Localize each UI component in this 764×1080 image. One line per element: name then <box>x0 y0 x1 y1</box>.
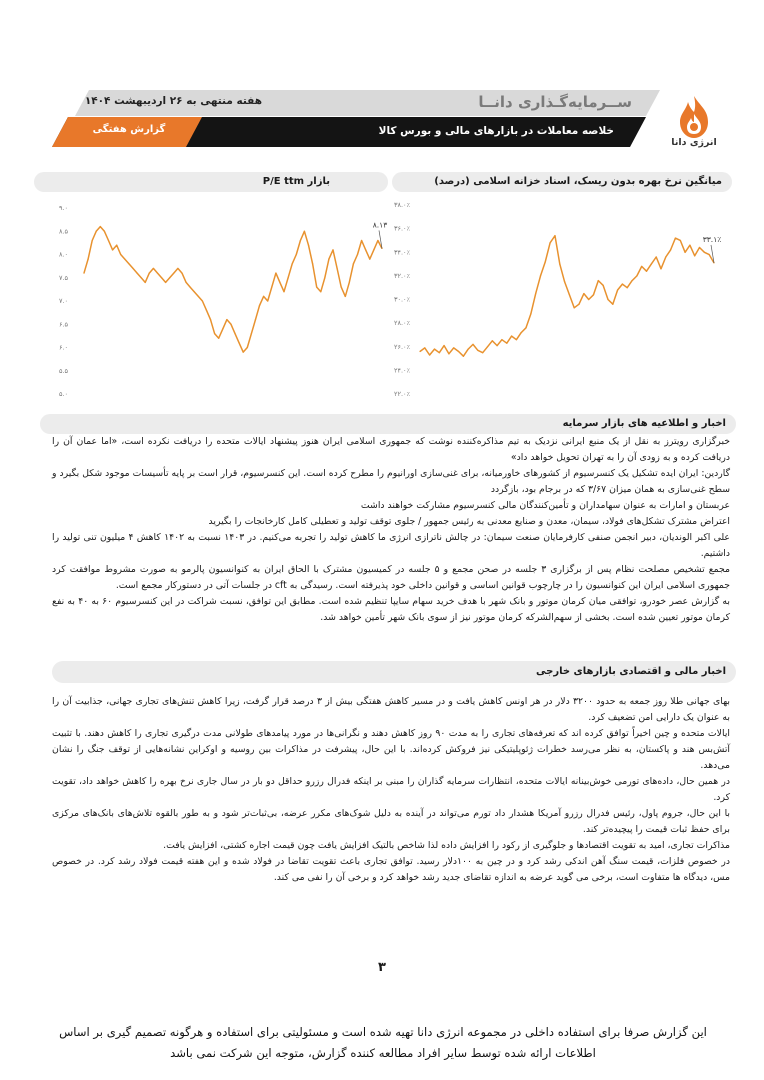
data-point <box>149 273 150 274</box>
y-tick-label: ۸.۵ <box>58 227 68 236</box>
news-paragraph: علی اکبر الوندیان، دبیر انجمن صنفی کارفرمایان صنعت سیمان: در چالش ناترازی انرژی ما کاهش تولید را تجربه می‌کنیم. در ۱۴۰۳ نسبت به ۱۴۰۲ کاهش ۴ میلیون تنی تولید را داشتیم. <box>52 532 730 559</box>
data-point <box>161 277 162 278</box>
y-tick-label: ۸.۰ <box>58 250 68 259</box>
data-point <box>255 319 256 320</box>
data-point <box>157 273 158 274</box>
data-point <box>345 296 346 297</box>
data-point <box>230 324 231 325</box>
series-line <box>84 227 382 353</box>
data-point <box>424 347 425 348</box>
data-point <box>361 240 362 241</box>
y-tick-label: ۳۸.۰٪ <box>394 201 411 209</box>
data-point <box>612 304 613 305</box>
data-point <box>477 350 478 351</box>
data-point <box>206 310 207 311</box>
pe-chart-title: P/E ttm بازار <box>262 176 330 187</box>
data-point <box>336 268 337 269</box>
data-point <box>699 247 700 248</box>
data-point <box>328 259 329 260</box>
data-point <box>190 286 191 287</box>
data-point <box>218 338 219 339</box>
data-point <box>288 277 289 278</box>
data-point <box>283 291 284 292</box>
data-point <box>694 255 695 256</box>
y-tick-label: ۳۰.۰٪ <box>394 295 411 304</box>
news-paragraph: در خصوص فلزات، قیمت سنگ آهن اندکی رشد کرد و در چین به ۱۰۰دلار رسید. توافق تجاری باعث تقویت تقاضا در فولاد شده و این هفته قیمت فولاد رشد کرد. در خصوص مس، دیدگاه ها متفاوت است، برخی می گوید عرضه به اندازه تقاضای جدید رشد خواهد کرد و برخی آن را نفی می کند. <box>52 856 730 883</box>
data-point <box>525 327 526 328</box>
data-point <box>530 313 531 314</box>
data-point <box>377 240 378 241</box>
data-point <box>341 286 342 287</box>
week-label: هفته منتهی به ۲۶ اردیبهشت ۱۴۰۴ <box>84 95 262 107</box>
y-tick-label: ۵.۰ <box>58 390 68 398</box>
weekly-report-label: گزارش هفتگی <box>92 124 166 135</box>
data-point <box>689 245 690 246</box>
y-tick-label: ۲۸.۰٪ <box>394 319 411 328</box>
disclaimer: این گزارش صرفا برای استفاده داخلی در مجموعه انرژی دانا تهیه شده است و مسئولیتی برای استفاده و هرگونه تصمیم گیری بر اساس اطلاعات ارائه شده توسط سایر افراد مطالعه کننده گزارش، متوجه این شرکت نمی باشد <box>59 1025 707 1060</box>
data-point <box>320 291 321 292</box>
data-point <box>332 249 333 250</box>
data-point <box>545 261 546 262</box>
data-point <box>141 277 142 278</box>
data-point <box>588 299 589 300</box>
data-point <box>429 354 430 355</box>
data-point <box>443 345 444 346</box>
data-point <box>267 300 268 301</box>
news-paragraph: مجمع تشخیص مصلحت نظام پس از برگزاری ۳ جلسه در صحن مجمع و ۵ جلسه در کمیسیون مشترک با الحاق ایران به کنوانسیون پالرمو به صورت مشروط موافقت کرد جمهوری اسلامی ایران این کنوانسیون را در چارچوب قوانین اساسی و قوانین داخلی خود پذیرفته است. رسیدگی به cft در جلسات آتی در دستورکار مجمع است. <box>52 564 730 591</box>
data-point <box>185 282 186 283</box>
data-point <box>308 245 309 246</box>
y-tick-label: ۷.۵ <box>58 273 68 282</box>
data-point <box>198 296 199 297</box>
data-point <box>670 249 671 250</box>
data-point <box>665 256 666 257</box>
y-tick-label: ۶.۵ <box>58 320 68 329</box>
data-point <box>598 280 599 281</box>
data-point <box>243 352 244 353</box>
data-point <box>251 333 252 334</box>
data-point <box>104 231 105 232</box>
data-point <box>646 271 647 272</box>
logo-text: انرژی دانا <box>671 137 717 148</box>
data-point <box>511 336 512 337</box>
data-point <box>108 240 109 241</box>
data-point <box>153 268 154 269</box>
data-point <box>83 273 84 274</box>
data-point <box>312 263 313 264</box>
series-line <box>420 236 714 357</box>
data-point <box>128 263 129 264</box>
data-point <box>116 245 117 246</box>
last-value-label: ۸.۱۳ <box>372 220 388 230</box>
data-point <box>472 344 473 345</box>
data-point <box>279 282 280 283</box>
brand-title: ســرمایه‌گـذاری دانــا <box>478 93 632 111</box>
data-point <box>234 333 235 334</box>
y-tick-label: ۲۲.۰٪ <box>394 390 411 398</box>
data-point <box>636 275 637 276</box>
data-point <box>501 339 502 340</box>
data-point <box>607 299 608 300</box>
news-paragraph: ایالات متحده و چین اخیراً توافق کرده اند که تعرفه‌های تجاری را به مدت ۹۰ روز کاهش دهند و نگرانی‌ها در مورد پیامدهای طولانی مدت درگیری تجاری را کاهش دهند. با تثبیت آتش‌بس هند و پاکستان، به نظر می‌رسد خطرات ژئوپلیتیکی نیز فروکش کرده‌اند. با این حال، پیشرفت در مذاکرات بین روسیه و اوکراین نشانه‌هایی از توقف جنگ را نشان می‌دهد. <box>52 728 730 771</box>
data-point <box>222 328 223 329</box>
last-value-label: ۳۳.۱٪ <box>702 234 722 244</box>
news-paragraph: با این حال، جروم پاول، رئیس فدرال رزرو آمریکا هشدار داد تورم می‌تواند در آینده به دلیل شوک‌های مکرر عرضه، بی‌ثبات‌تر شود و به طور بالقوه تلاش‌های بانک‌های مرکزی برای حفظ ثبات قیمت را پیچیده‌تر کند. <box>52 808 730 835</box>
news-paragraph: خبرگزاری رویترز به نقل از یک منبع ایرانی نزدیک به تیم مذاکره‌کننده نوشت که جمهوری اسلامی ایران هنوز پیشنهاد ایالات متحده را دریافت نکرده است، «اما عمان آن را دریافت کرده و به زودی آن را به تهران تحویل خواهد داد» <box>52 436 730 463</box>
data-point <box>87 259 88 260</box>
y-tick-label: ۶.۰ <box>58 343 68 352</box>
data-point <box>292 263 293 264</box>
capital-market-news <box>52 434 730 626</box>
data-point <box>463 356 464 357</box>
data-point <box>641 266 642 267</box>
data-point <box>177 268 178 269</box>
y-tick-label: ۳۶.۰٪ <box>394 224 411 233</box>
y-tick-label: ۷.۰ <box>58 297 68 305</box>
data-point <box>296 254 297 255</box>
data-point <box>365 249 366 250</box>
data-point <box>247 347 248 348</box>
data-point <box>583 293 584 294</box>
data-point <box>574 307 575 308</box>
news-paragraph: در همین حال، داده‌های تورمی خوش‌بینانه ایالات متحده، انتظارات سرمایه گذاران را مبنی بر اینکه فدرال رزرو حداقل دو بار در سال جاری نرخ بهره را کاهش خواهد داد، تقویت کرد. <box>52 776 730 803</box>
data-point <box>516 339 517 340</box>
data-point <box>369 259 370 260</box>
data-point <box>300 240 301 241</box>
news-paragraph: بهای جهانی طلا روز جمعه به حدود ۳۲۰۰ دلار در هر اونس کاهش یافت و در مسیر کاهش هفتگی بیش از ۳ درصد قرار گرفت، زیرا کاهش تنش‌های تجاری جهانی، جذابیت آن را به عنوان یک دارایی امن تضعیف کرد. <box>52 696 730 723</box>
capital-market-title: اخبار و اطلاعیه های بازار سرمایه <box>562 418 726 429</box>
news-paragraph: گاردین: ایران ایده تشکیل یک کنسرسیوم از کشورهای خاورمیانه، برای غنی‌سازی اورانیوم را مطرح کرده است. این کنسرسیوم، قرار است بر پایه تأسیسات موجود شکل بگیرد و سطح غنی‌سازی به همان میزان ۳/۶۷ که در برجام بود، بازگردد <box>52 468 730 495</box>
data-point <box>324 277 325 278</box>
data-point <box>169 277 170 278</box>
news-paragraph: به گزارش عصر خودرو، توافقی میان کرمان موتور و بانک شهر با هدف خرید سهام سایپا تنظیم شده است. مطابق این توافق، نسبت شراکت در این کنسرسیوم ۶۰ به ۴۰ به نفع کرمان موتور تعیین شده است. بخشی از سهم‌الشرکه کرمان موتور نیز از سوی بانک شهر تأمین خواهد شد. <box>52 596 731 623</box>
data-point <box>132 268 133 269</box>
data-point <box>181 273 182 274</box>
data-point <box>704 252 705 253</box>
data-point <box>550 242 551 243</box>
data-point <box>593 294 594 295</box>
data-point <box>173 273 174 274</box>
data-point <box>578 304 579 305</box>
data-point <box>535 293 536 294</box>
data-point <box>357 254 358 255</box>
data-point <box>316 286 317 287</box>
data-point <box>100 226 101 227</box>
data-point <box>458 351 459 352</box>
data-point <box>304 231 305 232</box>
data-point <box>448 353 449 354</box>
data-point <box>271 286 272 287</box>
data-point <box>540 275 541 276</box>
rate-chart <box>392 198 732 398</box>
data-point <box>202 300 203 301</box>
foreign-markets-title: اخبار مالی و اقتصادی بازارهای خارجی <box>536 666 726 677</box>
data-point <box>656 256 657 257</box>
data-point <box>684 252 685 253</box>
foreign-markets-news <box>52 694 730 886</box>
data-point <box>709 254 710 255</box>
data-point <box>680 240 681 241</box>
news-paragraph: عربستان و امارات به عنوان سهامداران و تأمین‌کنندگان مالی کنسرسیوم مشارکت خواهند داشت <box>360 500 730 511</box>
data-point <box>521 332 522 333</box>
data-point <box>194 291 195 292</box>
data-point <box>468 349 469 350</box>
data-point <box>627 287 628 288</box>
data-point <box>145 282 146 283</box>
data-point <box>373 249 374 250</box>
data-point <box>165 282 166 283</box>
data-point <box>506 343 507 344</box>
data-point <box>569 294 570 295</box>
data-point <box>651 263 652 264</box>
data-point <box>497 345 498 346</box>
data-point <box>617 289 618 290</box>
y-tick-label: ۵.۵ <box>58 366 68 375</box>
data-point <box>453 347 454 348</box>
data-point <box>275 273 276 274</box>
report-subtitle: خلاصه معاملات در بازارهای مالی و بورس کالا <box>378 125 614 137</box>
news-paragraph: مذاکرات تجاری، امید به تقویت اقتصادها و جلوگیری از رکود را افزایش داده لذا شاخص بالتیک افزایش یافت چون قیمت اجاره کشتی، افزایش یافت. <box>163 840 730 851</box>
pe-chart <box>40 198 390 398</box>
data-point <box>210 319 211 320</box>
y-tick-label: ۹.۰ <box>58 204 68 212</box>
data-point <box>259 305 260 306</box>
data-point <box>660 268 661 269</box>
data-point <box>120 254 121 255</box>
data-point <box>564 281 565 282</box>
data-point <box>559 263 560 264</box>
data-point <box>92 240 93 241</box>
data-point <box>239 342 240 343</box>
y-tick-label: ۲۶.۰٪ <box>394 342 411 351</box>
data-point <box>554 235 555 236</box>
page-number: ۳ <box>378 960 386 975</box>
data-point <box>419 351 420 352</box>
data-point <box>96 231 97 232</box>
data-point <box>112 249 113 250</box>
data-point <box>349 282 350 283</box>
data-point <box>136 273 137 274</box>
news-paragraph: اعتراض مشترک تشکل‌های فولاد، سیمان، معدن و صنایع معدنی به رئیس جمهور / جلوی توقف تولید و تعطیلی کامل کارخانجات را بگیرید <box>208 516 730 527</box>
data-point <box>214 333 215 334</box>
data-point <box>603 285 604 286</box>
data-point <box>631 280 632 281</box>
data-point <box>675 237 676 238</box>
data-point <box>434 349 435 350</box>
data-point <box>482 352 483 353</box>
y-tick-label: ۲۴.۰٪ <box>394 366 411 375</box>
y-tick-label: ۳۲.۰٪ <box>394 271 411 280</box>
data-point <box>124 259 125 260</box>
data-point <box>263 296 264 297</box>
rate-chart-title: میانگین نرخ بهره بدون ریسک، اسناد خزانه اسلامی (درصد) <box>434 176 722 187</box>
data-point <box>492 340 493 341</box>
data-point <box>353 263 354 264</box>
data-point <box>487 346 488 347</box>
data-point <box>439 352 440 353</box>
data-point <box>622 284 623 285</box>
data-point <box>226 319 227 320</box>
y-tick-label: ۳۴.۰٪ <box>394 248 411 257</box>
